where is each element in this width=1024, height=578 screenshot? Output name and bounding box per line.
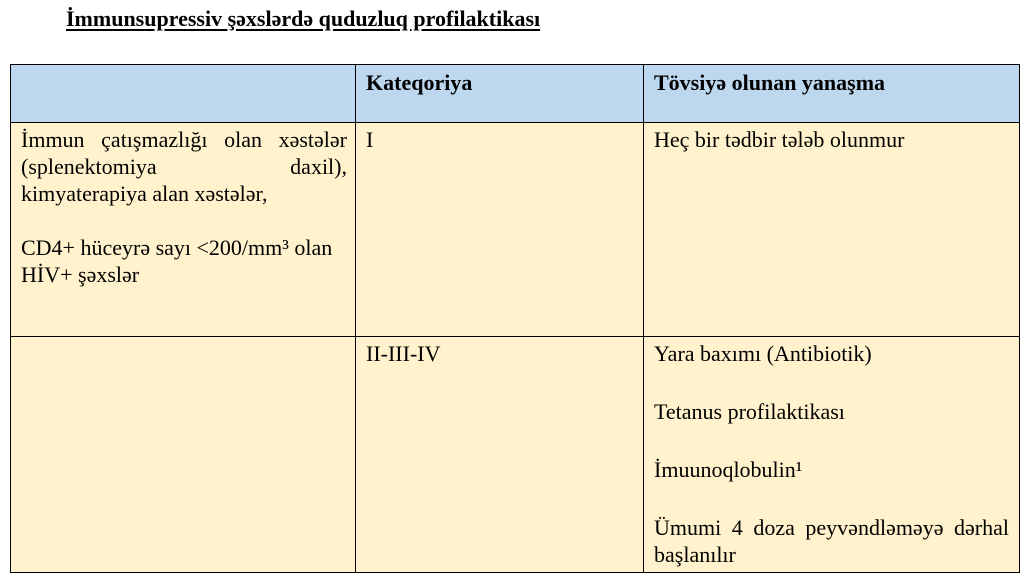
table-row [11,337,1020,573]
group-cell [11,337,356,573]
approach-item: Yara baxımı (Antibiotik) [654,341,872,366]
table-header-row [11,65,1020,123]
approach-cell [644,337,1020,573]
approach-cell [644,123,1020,337]
approach-item: Heç bir tədbir tələb olunmur [654,127,905,152]
approach-item: İmuunoqlobulin¹ [654,457,803,482]
group-text: CD4+ hüceyrə sayı <200/mm³ olan HİV+ şəxslər [21,235,333,287]
group-text: İmmun çatışmazlığı olan xəstələr (splenektomiya daxil), kimyaterapiya alan xəstələr, [21,127,347,206]
header-category: Kateqoriya [356,65,644,123]
approach-item: Ümumi 4 doza peyvəndləməyə dərhal başlanılır [654,515,1009,567]
category-cell: I [356,123,644,337]
document-title: İmmunsupressiv şəxslərdə quduzluq profilaktikası [66,6,541,31]
table-row [11,123,1020,337]
header-group [11,65,356,123]
category-cell: II-III-IV [356,337,644,573]
approach-item: Tetanus profilaktikası [654,399,845,424]
group-cell [11,123,356,337]
header-approach: Tövsiyə olunan yanaşma [644,65,1020,123]
prophylaxis-table [10,64,1020,573]
